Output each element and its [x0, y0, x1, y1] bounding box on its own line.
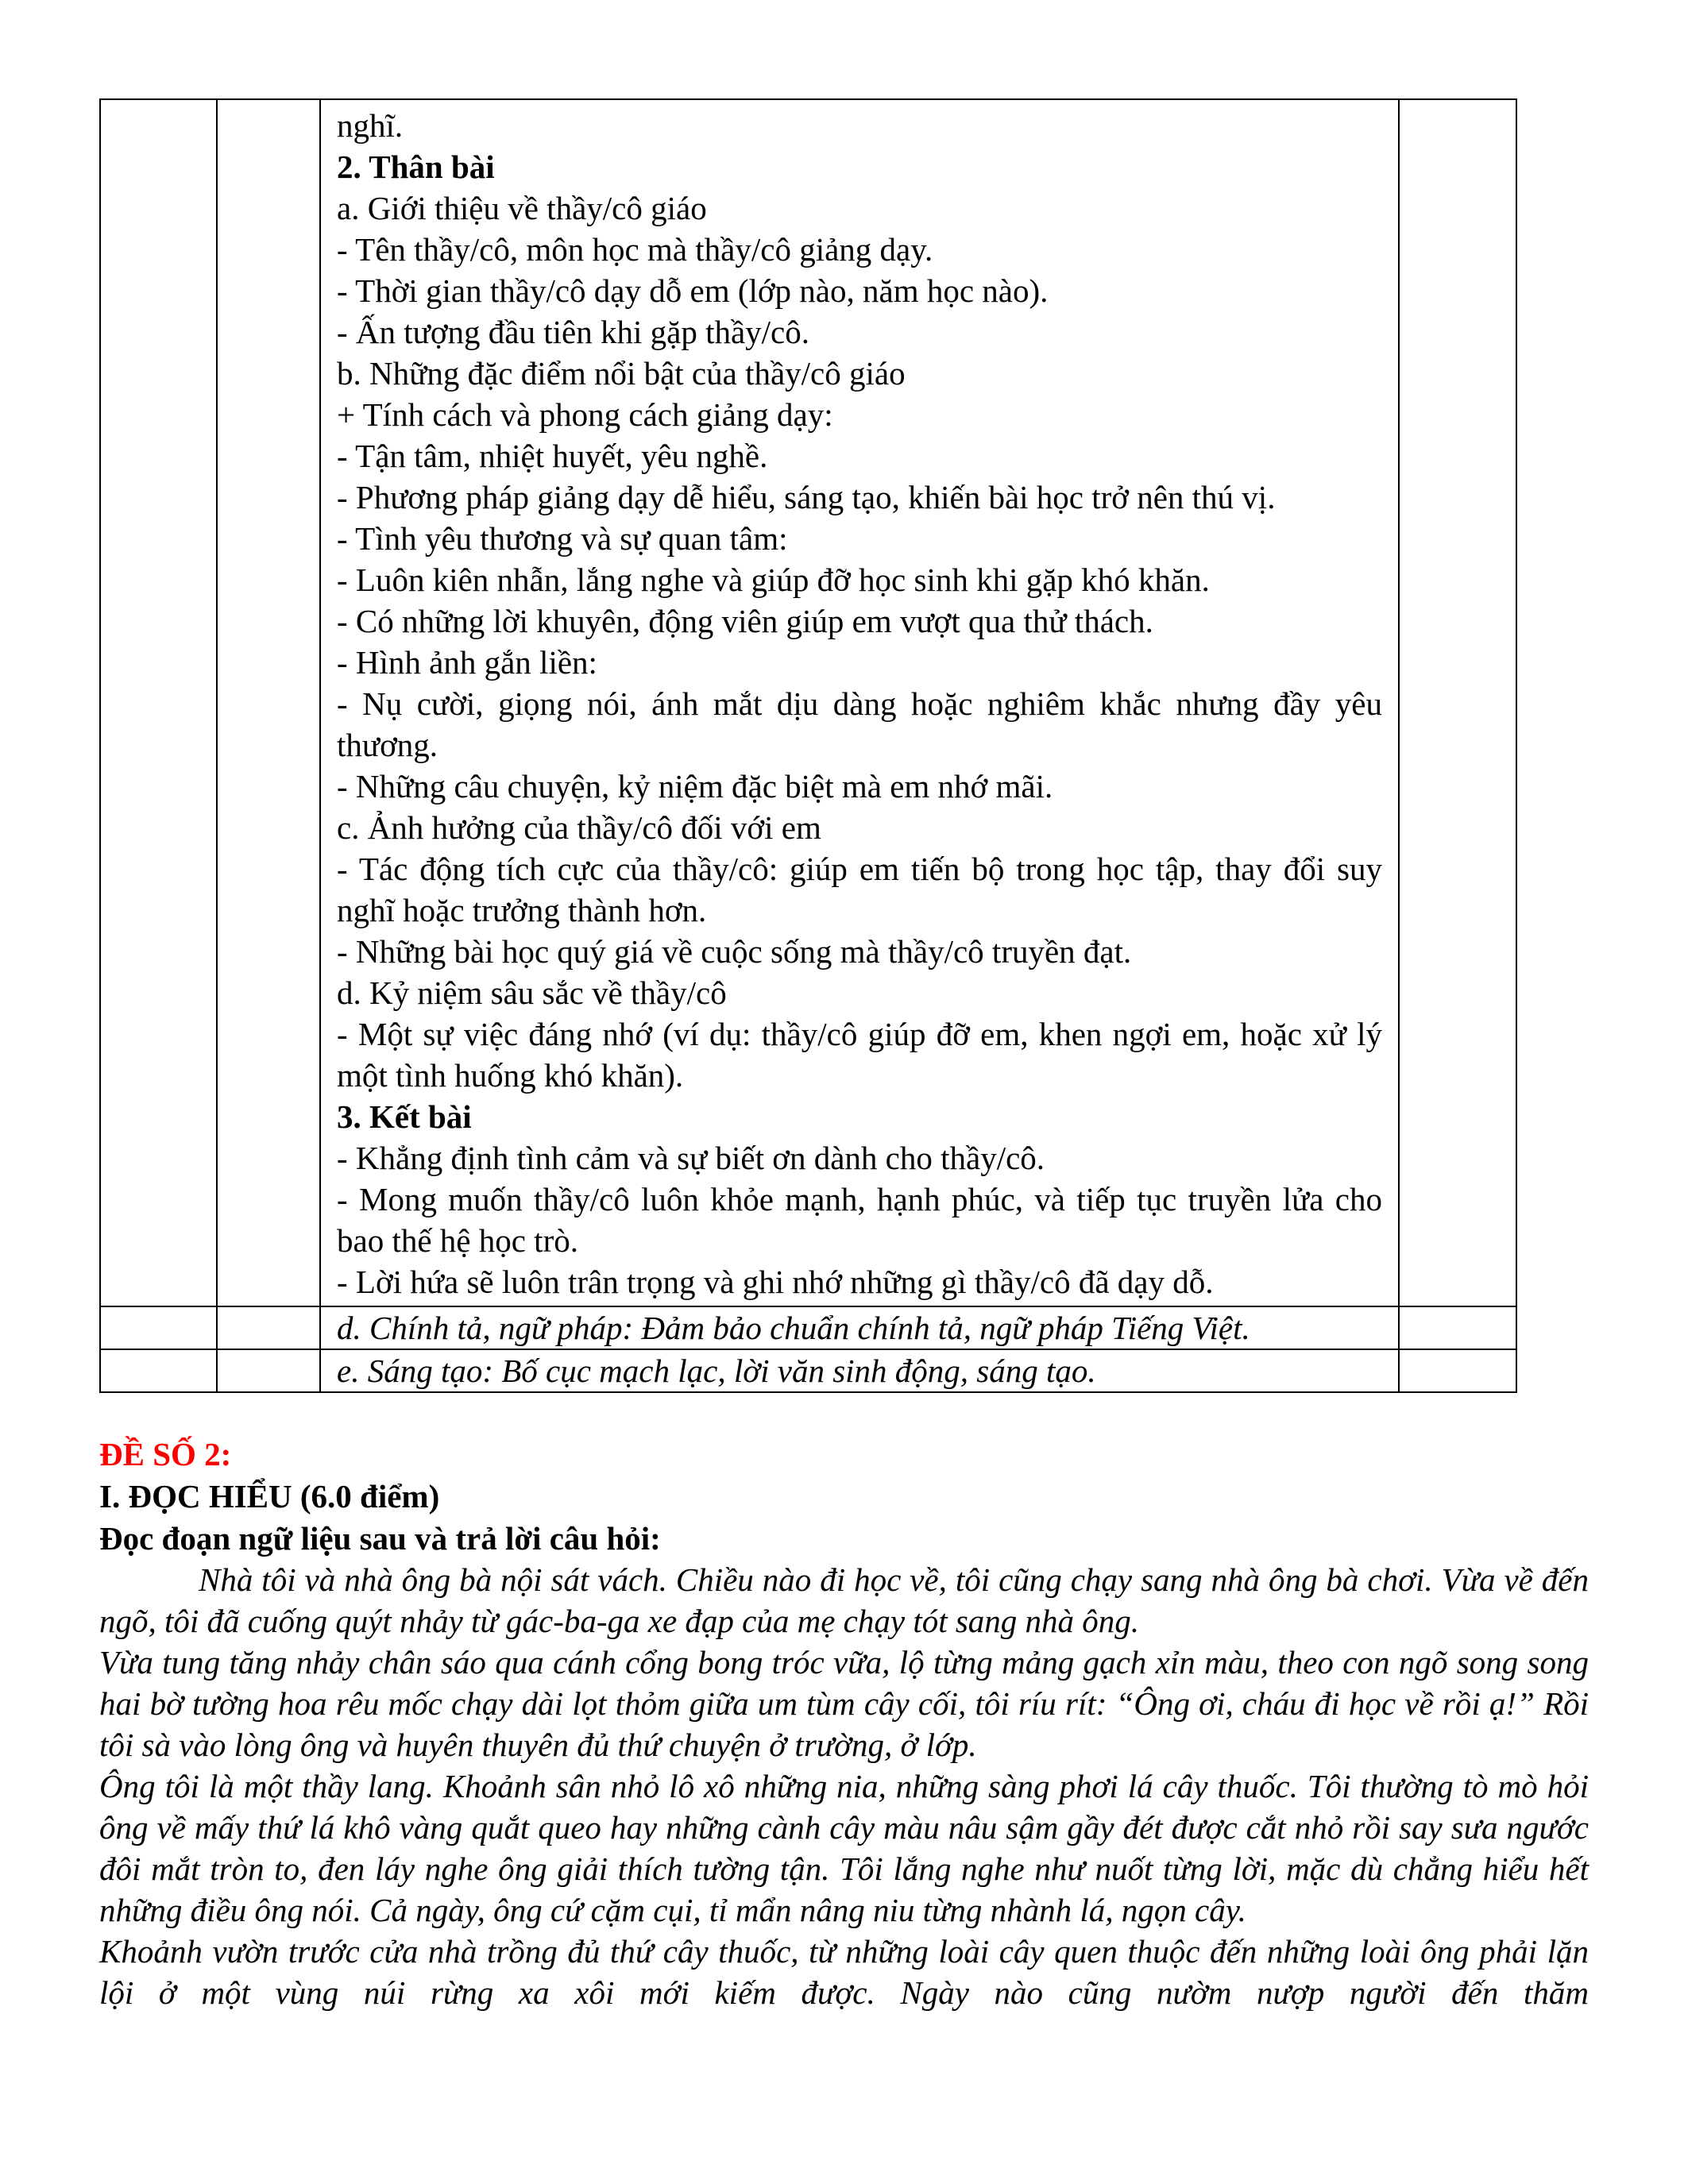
- passage-paragraph: Nhà tôi và nhà ông bà nội sát vách. Chiều nào đi học về, tôi cũng chạy sang nhà ông bà chơi. Vừa về đến ngõ, tôi đã cuống quýt nhảy từ gác-ba-ga xe đạp của mẹ chạy tót sang nhà ông.: [99, 1561, 1589, 1639]
- text-line: - Ấn tượng đầu tiên khi gặp thầy/cô.: [337, 314, 810, 350]
- table-cell-empty: [100, 1306, 217, 1349]
- section-heading: I. ĐỌC HIỂU (6.0 điểm): [99, 1478, 440, 1515]
- text-line: a. Giới thiệu về thầy/cô giáo: [337, 190, 707, 226]
- text-line: - Khẳng định tình cảm và sự biết ơn dành cho thầy/cô.: [337, 1140, 1045, 1176]
- table-cell-empty: [217, 99, 320, 1306]
- rubric-table: [99, 98, 1517, 1393]
- text-line: - Tác động tích cực của thầy/cô: giúp em tiến bộ trong học tập, thay đổi suy nghĩ hoặc trưởng thành hơn.: [337, 851, 1382, 928]
- exam-title: ĐỀ SỐ 2:: [99, 1436, 232, 1472]
- text-line: e. Sáng tạo: Bố cục mạch lạc, lời văn sinh động, sáng tạo.: [337, 1352, 1096, 1389]
- passage-paragraph: Khoảnh vườn trước cửa nhà trồng đủ thứ cây thuốc, từ những loài cây quen thuộc đến những loài ông phải lặn lội ở một vùng núi rừng xa xôi mới kiếm được. Ngày nào cũng nườm nượp người đến thăm: [99, 1933, 1589, 2011]
- table-row: [100, 1349, 1516, 1392]
- text-line: - Những bài học quý giá về cuộc sống mà thầy/cô truyền đạt.: [337, 933, 1132, 970]
- text-line: - Luôn kiên nhẫn, lắng nghe và giúp đỡ học sinh khi gặp khó khăn.: [337, 561, 1210, 598]
- text-line: d. Kỷ niệm sâu sắc về thầy/cô: [337, 974, 727, 1011]
- text-line: - Tên thầy/cô, môn học mà thầy/cô giảng dạy.: [337, 231, 933, 268]
- table-cell-empty: [1399, 1349, 1516, 1392]
- text-line: - Những câu chuyện, kỷ niệm đặc biệt mà em nhớ mãi.: [337, 768, 1053, 805]
- rubric-row-e: [320, 1349, 1399, 1392]
- text-line: b. Những đặc điểm nổi bật của thầy/cô giáo: [337, 355, 906, 392]
- text-line: + Tính cách và phong cách giảng dạy:: [337, 396, 833, 433]
- text-line: - Hình ảnh gắn liền:: [337, 644, 597, 681]
- text-line: - Tận tâm, nhiệt huyết, yêu nghề.: [337, 438, 768, 474]
- table-row: [100, 1306, 1516, 1349]
- table-cell-empty: [100, 1349, 217, 1392]
- text-line: c. Ảnh hưởng của thầy/cô đối với em: [337, 809, 821, 846]
- table-cell-empty: [217, 1306, 320, 1349]
- instruction-heading: Đọc đoạn ngữ liệu sau và trả lời câu hỏi:: [99, 1520, 661, 1557]
- text-line: - Nụ cười, giọng nói, ánh mắt dịu dàng hoặc nghiêm khắc nhưng đầy yêu thương.: [337, 685, 1382, 763]
- heading-than-bai: 2. Thân bài: [337, 149, 495, 185]
- passage-paragraph: Vừa tung tăng nhảy chân sáo qua cánh cổng bong tróc vữa, lộ từng mảng gạch xỉn màu, theo con ngõ song song hai bờ tường hoa rêu mốc chạy dài lọt thỏm giữa um tùm cây cối, tôi ríu rít: “Ông ơi, cháu đi học về rồi ạ!” Rồi tôi sà vào lòng ông và huyên thuyên đủ thứ chuyện ở trường, ở lớp.: [99, 1644, 1589, 1763]
- text-line: d. Chính tả, ngữ pháp: Đảm bảo chuẩn chính tả, ngữ pháp Tiếng Việt.: [337, 1310, 1250, 1346]
- text-line: - Thời gian thầy/cô dạy dỗ em (lớp nào, năm học nào).: [337, 272, 1049, 309]
- reading-passage: [99, 1559, 1589, 2013]
- table-row: [100, 99, 1516, 1306]
- text-line: - Lời hứa sẽ luôn trân trọng và ghi nhớ những gì thầy/cô đã dạy dỗ.: [337, 1264, 1214, 1300]
- text-line: nghĩ.: [337, 107, 404, 144]
- table-cell-empty: [100, 99, 217, 1306]
- text-line: - Mong muốn thầy/cô luôn khỏe mạnh, hạnh phúc, và tiếp tục truyền lửa cho bao thế hệ học trò.: [337, 1181, 1382, 1259]
- text-line: - Một sự việc đáng nhớ (ví dụ: thầy/cô giúp đỡ em, khen ngợi em, hoặc xử lý một tình huống khó khăn).: [337, 1016, 1382, 1094]
- text-line: - Có những lời khuyên, động viên giúp em vượt qua thử thách.: [337, 603, 1153, 639]
- passage-paragraph: Ông tôi là một thầy lang. Khoảnh sân nhỏ lô xô những nia, những sàng phơi lá cây thuốc. Tôi thường tò mò hỏi ông về mấy thứ lá khô vàng quắt queo hay những cành cây màu nâu sậm gầy đét được cắt nhỏ rồi say sưa ngước đôi mắt tròn to, đen láy nghe ông giải thích tường tận. Tôi lắng nghe như nuốt từng lời, mặc dù chẳng hiểu hết những điều ông nói. Cả ngày, ông cứ cặm cụi, tỉ mẩn nâng niu từng nhành lá, ngọn cây.: [99, 1768, 1589, 1928]
- table-cell-empty: [1399, 99, 1516, 1306]
- rubric-content-cell: [320, 99, 1399, 1306]
- rubric-row-d: [320, 1306, 1399, 1349]
- text-line: - Phương pháp giảng dạy dễ hiểu, sáng tạo, khiến bài học trở nên thú vị.: [337, 479, 1276, 515]
- text-line: - Tình yêu thương và sự quan tâm:: [337, 520, 788, 557]
- table-cell-empty: [217, 1349, 320, 1392]
- heading-ket-bai: 3. Kết bài: [337, 1098, 472, 1135]
- table-cell-empty: [1399, 1306, 1516, 1349]
